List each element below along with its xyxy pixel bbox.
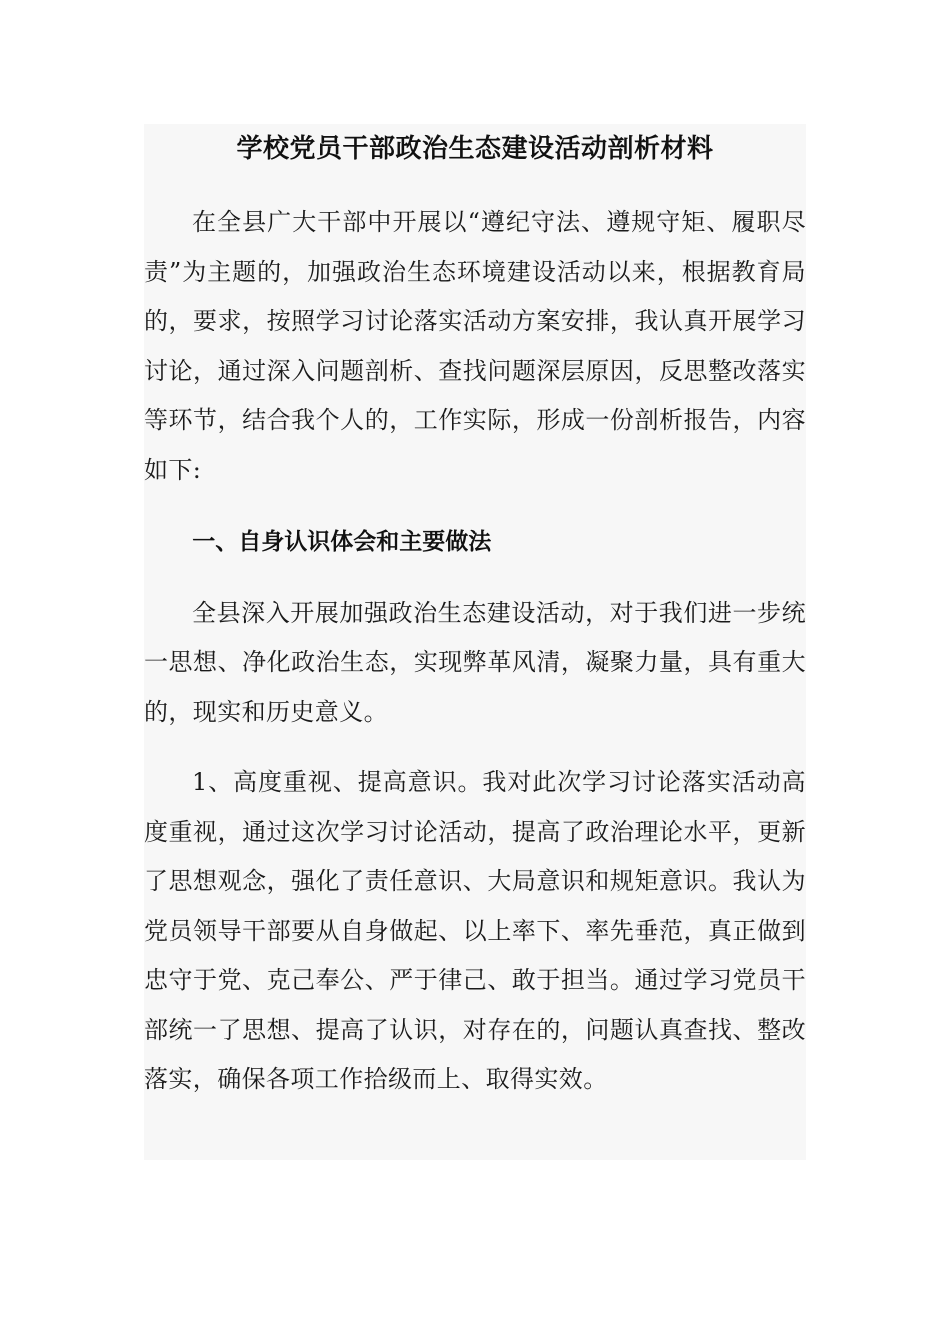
document-page (144, 124, 806, 1160)
body-paragraph: 全县深入开展加强政治生态建设活动，对于我们进一步统一思想、净化政治生态，实现弊革风清，凝聚力量，具有重大的，现实和历史意义。 (144, 598, 806, 726)
document-title: 学校党员干部政治生态建设活动剖析材料 (236, 134, 714, 164)
body-paragraph: 1、高度重视、提高意识。我对此次学习讨论落实活动高度重视，通过这次学习讨论活动，提高了政治理论水平，更新了思想观念，强化了责任意识、大局意识和规矩意识。我认为党员领导干部要从自身做起、以上率下、率先垂范，真正做到忠守于党、克己奉公、严于律己、敢于担当。通过学习党员干部统一了思想、提高了认识，对存在的，问题认真查找、整改落实，确保各项工作拾级而上、取得实效。 (144, 768, 806, 1093)
intro-paragraph: 在全县广大干部中开展以“遵纪守法、遵规守矩、履职尽责”为主题的，加强政治生态环境建设活动以来，根据教育局的，要求，按照学习讨论落实活动方案安排，我认真开展学习讨论，通过深入问题剖析、查找问题深层原因，反思整改落实等环节，结合我个人的，工作实际，形成一份剖析报告，内容如下: (144, 208, 806, 484)
section-heading: 一、自身认识体会和主要做法 (192, 529, 492, 555)
